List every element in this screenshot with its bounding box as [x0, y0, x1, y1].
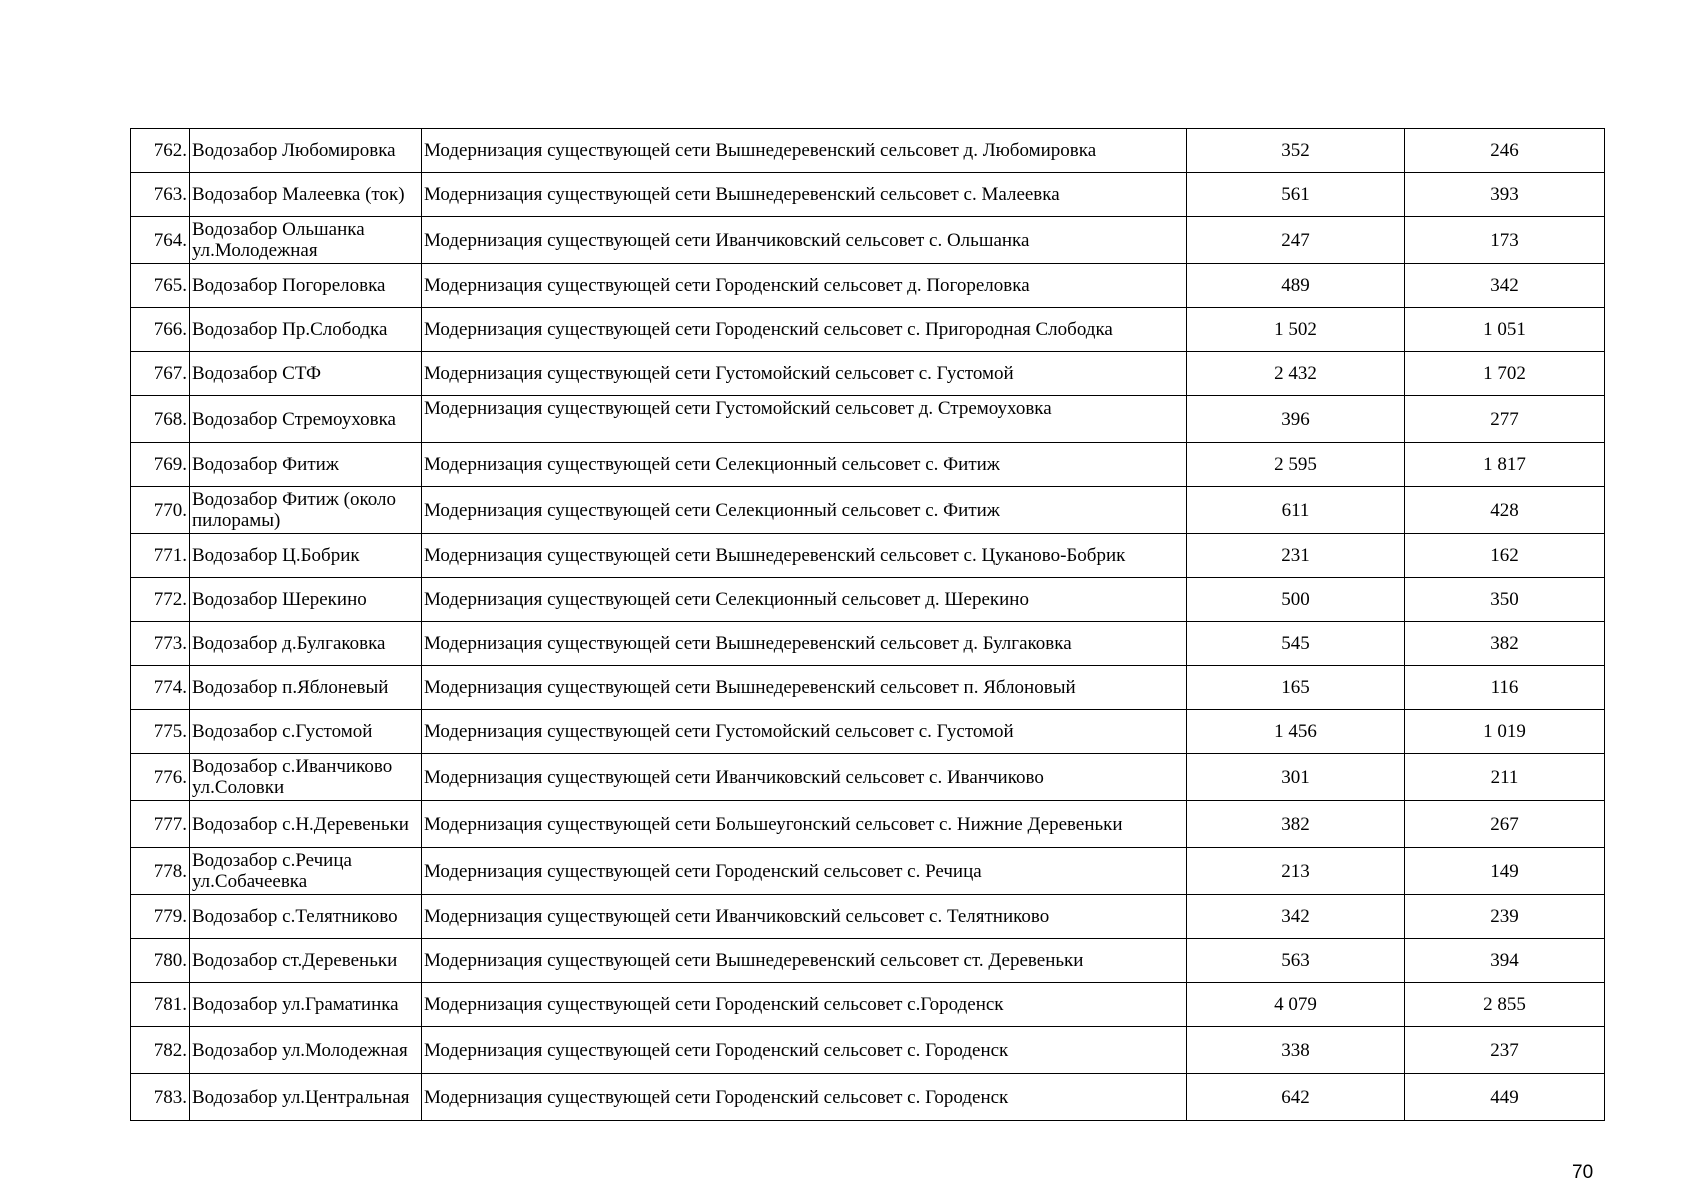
value-1: 545	[1187, 622, 1405, 666]
table-row	[131, 443, 1605, 487]
row-number: 767.	[131, 352, 190, 396]
value-1: 4 079	[1187, 983, 1405, 1027]
table-row	[131, 308, 1605, 352]
row-number: 771.	[131, 534, 190, 578]
value-2: 393	[1405, 173, 1605, 217]
object-name: Водозабор с.Иванчиково ул.Соловки	[190, 754, 422, 801]
value-2: 239	[1405, 895, 1605, 939]
table-row	[131, 487, 1605, 534]
measure-description: Модернизация существующей сети Вышнедеревенский сельсовет д. Булгаковка	[422, 622, 1187, 666]
object-name: Водозабор Шерекино	[190, 578, 422, 622]
value-1: 342	[1187, 895, 1405, 939]
value-1: 561	[1187, 173, 1405, 217]
row-number: 779.	[131, 895, 190, 939]
row-number: 766.	[131, 308, 190, 352]
value-1: 489	[1187, 264, 1405, 308]
value-1: 563	[1187, 939, 1405, 983]
object-name: Водозабор Пр.Слободка	[190, 308, 422, 352]
table-row	[131, 622, 1605, 666]
value-2: 1 019	[1405, 710, 1605, 754]
object-name: Водозабор Ц.Бобрик	[190, 534, 422, 578]
object-name: Водозабор ул.Граматинка	[190, 983, 422, 1027]
table-row	[131, 396, 1605, 443]
table-body	[131, 129, 1605, 1121]
object-name: Водозабор ул.Молодежная	[190, 1027, 422, 1074]
object-name: Водозабор Фитиж (около пилорамы)	[190, 487, 422, 534]
measure-description: Модернизация существующей сети Городенский сельсовет с. Пригородная Слободка	[422, 308, 1187, 352]
table-row	[131, 1074, 1605, 1121]
row-number: 780.	[131, 939, 190, 983]
row-number: 773.	[131, 622, 190, 666]
row-number: 765.	[131, 264, 190, 308]
measure-description: Модернизация существующей сети Большеугонский сельсовет с. Нижние Деревеньки	[422, 801, 1187, 848]
value-2: 350	[1405, 578, 1605, 622]
table-row	[131, 173, 1605, 217]
object-name: Водозабор с.Густомой	[190, 710, 422, 754]
measure-description: Модернизация существующей сети Селекционный сельсовет с. Фитиж	[422, 487, 1187, 534]
measure-description: Модернизация существующей сети Иванчиковский сельсовет с. Иванчиково	[422, 754, 1187, 801]
table-row	[131, 666, 1605, 710]
object-name: Водозабор Ольшанка ул.Молодежная	[190, 217, 422, 264]
value-1: 500	[1187, 578, 1405, 622]
value-1: 231	[1187, 534, 1405, 578]
page-number: 70	[1572, 1162, 1594, 1183]
value-2: 1 051	[1405, 308, 1605, 352]
row-number: 769.	[131, 443, 190, 487]
value-2: 394	[1405, 939, 1605, 983]
value-2: 449	[1405, 1074, 1605, 1121]
row-number: 775.	[131, 710, 190, 754]
value-1: 1 456	[1187, 710, 1405, 754]
measure-description: Модернизация существующей сети Густомойский сельсовет с. Густомой	[422, 710, 1187, 754]
table-row	[131, 534, 1605, 578]
row-number: 770.	[131, 487, 190, 534]
value-1: 2 432	[1187, 352, 1405, 396]
table-row	[131, 264, 1605, 308]
measure-description: Модернизация существующей сети Густомойский сельсовет д. Стремоуховка	[422, 396, 1187, 443]
measure-description: Модернизация существующей сети Вышнедеревенский сельсовет с. Малеевка	[422, 173, 1187, 217]
object-name: Водозабор д.Булгаковка	[190, 622, 422, 666]
object-name: Водозабор с.Н.Деревеньки	[190, 801, 422, 848]
object-name: Водозабор Любомировка	[190, 129, 422, 173]
value-1: 301	[1187, 754, 1405, 801]
value-2: 116	[1405, 666, 1605, 710]
row-number: 777.	[131, 801, 190, 848]
row-number: 772.	[131, 578, 190, 622]
measure-description: Модернизация существующей сети Вышнедеревенский сельсовет ст. Деревеньки	[422, 939, 1187, 983]
row-number: 778.	[131, 848, 190, 895]
value-2: 149	[1405, 848, 1605, 895]
row-number: 774.	[131, 666, 190, 710]
table-row	[131, 217, 1605, 264]
value-2: 1 702	[1405, 352, 1605, 396]
object-name: Водозабор ст.Деревеньки	[190, 939, 422, 983]
table-row	[131, 848, 1605, 895]
measure-description: Модернизация существующей сети Селекционный сельсовет с. Фитиж	[422, 443, 1187, 487]
value-1: 2 595	[1187, 443, 1405, 487]
row-number: 776.	[131, 754, 190, 801]
value-2: 428	[1405, 487, 1605, 534]
measure-description: Модернизация существующей сети Городенский сельсовет с.Городенск	[422, 983, 1187, 1027]
row-number: 783.	[131, 1074, 190, 1121]
object-name: Водозабор с.Телятниково	[190, 895, 422, 939]
object-name: Водозабор СТФ	[190, 352, 422, 396]
value-1: 396	[1187, 396, 1405, 443]
value-2: 2 855	[1405, 983, 1605, 1027]
table-row	[131, 939, 1605, 983]
row-number: 762.	[131, 129, 190, 173]
table-row	[131, 754, 1605, 801]
object-name: Водозабор ул.Центральная	[190, 1074, 422, 1121]
value-2: 173	[1405, 217, 1605, 264]
value-2: 162	[1405, 534, 1605, 578]
measure-description: Модернизация существующей сети Вышнедеревенский сельсовет с. Цуканово-Бобрик	[422, 534, 1187, 578]
table-row	[131, 983, 1605, 1027]
object-name: Водозабор п.Яблоневый	[190, 666, 422, 710]
measure-description: Модернизация существующей сети Вышнедеревенский сельсовет п. Яблоновый	[422, 666, 1187, 710]
measure-description: Модернизация существующей сети Вышнедеревенский сельсовет д. Любомировка	[422, 129, 1187, 173]
value-2: 1 817	[1405, 443, 1605, 487]
value-1: 352	[1187, 129, 1405, 173]
row-number: 764.	[131, 217, 190, 264]
value-1: 247	[1187, 217, 1405, 264]
measure-description: Модернизация существующей сети Городенский сельсовет с. Городенск	[422, 1074, 1187, 1121]
value-2: 211	[1405, 754, 1605, 801]
row-number: 763.	[131, 173, 190, 217]
table-row	[131, 352, 1605, 396]
table-row	[131, 1027, 1605, 1074]
table-row	[131, 801, 1605, 848]
measure-description: Модернизация существующей сети Городенский сельсовет с. Речица	[422, 848, 1187, 895]
value-2: 382	[1405, 622, 1605, 666]
measure-description: Модернизация существующей сети Густомойский сельсовет с. Густомой	[422, 352, 1187, 396]
value-1: 338	[1187, 1027, 1405, 1074]
value-2: 246	[1405, 129, 1605, 173]
row-number: 781.	[131, 983, 190, 1027]
object-name: Водозабор Погореловка	[190, 264, 422, 308]
value-1: 1 502	[1187, 308, 1405, 352]
table-row	[131, 710, 1605, 754]
value-2: 237	[1405, 1027, 1605, 1074]
object-name: Водозабор Фитиж	[190, 443, 422, 487]
measure-description: Модернизация существующей сети Иванчиковский сельсовет с. Телятниково	[422, 895, 1187, 939]
object-name: Водозабор с.Речица ул.Собачеевка	[190, 848, 422, 895]
table-row	[131, 129, 1605, 173]
data-table	[130, 128, 1605, 1121]
value-1: 642	[1187, 1074, 1405, 1121]
value-2: 277	[1405, 396, 1605, 443]
value-1: 382	[1187, 801, 1405, 848]
value-1: 165	[1187, 666, 1405, 710]
object-name: Водозабор Стремоуховка	[190, 396, 422, 443]
row-number: 768.	[131, 396, 190, 443]
value-2: 267	[1405, 801, 1605, 848]
value-1: 213	[1187, 848, 1405, 895]
table-row	[131, 895, 1605, 939]
object-name: Водозабор Малеевка (ток)	[190, 173, 422, 217]
value-2: 342	[1405, 264, 1605, 308]
measure-description: Модернизация существующей сети Городенский сельсовет д. Погореловка	[422, 264, 1187, 308]
row-number: 782.	[131, 1027, 190, 1074]
measure-description: Модернизация существующей сети Иванчиковский сельсовет с. Ольшанка	[422, 217, 1187, 264]
measure-description: Модернизация существующей сети Селекционный сельсовет д. Шерекино	[422, 578, 1187, 622]
measure-description: Модернизация существующей сети Городенский сельсовет с. Городенск	[422, 1027, 1187, 1074]
value-1: 611	[1187, 487, 1405, 534]
table-row	[131, 578, 1605, 622]
